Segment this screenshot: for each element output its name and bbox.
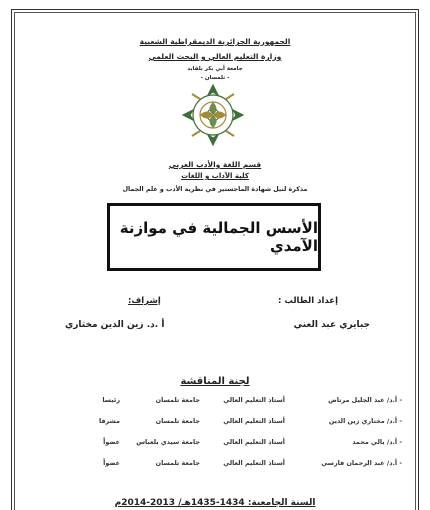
jury-row bbox=[0, 396, 430, 408]
jury-member-university: جامعة تلمسان bbox=[155, 417, 200, 425]
jury-member-role: عضواً bbox=[103, 459, 120, 467]
jury-member-role: رئيسا bbox=[102, 396, 120, 404]
university-name: جامعة أبي بكر بلقايد bbox=[187, 66, 243, 72]
jury-member-name: - أ.د/ عبد الرحمان فارسي bbox=[321, 459, 402, 467]
republic-heading: الجمهورية الجزائرية الديمقراطية الشعبية bbox=[139, 37, 291, 46]
faculty-name: كلية الآداب و اللغات bbox=[181, 172, 249, 180]
jury-member-role: مشرفا bbox=[98, 417, 120, 425]
jury-member-rank: أستاذ التعليم العالي bbox=[223, 438, 285, 446]
jury-member-name: - أ.د/ بالي محمد bbox=[352, 438, 402, 446]
ministry-heading: وزارة التعليم العالي و البحث العلمي bbox=[148, 52, 282, 61]
jury-row bbox=[0, 459, 430, 471]
jury-member-university: جامعة سيدي بلعباس bbox=[136, 438, 200, 446]
student-name: جبايري عبد الغني bbox=[293, 320, 370, 330]
jury-member-university: جامعة تلمسان bbox=[155, 396, 200, 404]
jury-member-university: جامعة تلمسان bbox=[155, 459, 200, 467]
jury-member-rank: أستاذ التعليم العالي bbox=[223, 396, 285, 404]
supervisor-name: أ .د. زين الدين مختاري bbox=[65, 320, 165, 330]
thesis-note: مذكرة لنيل شهادة الماجستير في نظرية الأدب و علم الجمال bbox=[122, 186, 308, 193]
department-name: قسم اللغة والأدب العربي bbox=[168, 160, 262, 169]
city-name: - تلمسان - bbox=[200, 75, 230, 81]
jury-member-name: - أ.د/ عبد الجليل مرتاض bbox=[328, 396, 402, 404]
jury-row bbox=[0, 417, 430, 429]
thesis-title-box bbox=[107, 203, 321, 271]
university-emblem-icon bbox=[180, 82, 246, 148]
jury-row bbox=[0, 438, 430, 450]
jury-member-role: عضواً bbox=[103, 438, 120, 446]
student-label: إعداد الطالب : bbox=[278, 296, 338, 306]
thesis-title: الأسس الجمالية في موازنة الآمدي bbox=[119, 219, 318, 255]
supervisor-label: إشراف: bbox=[128, 296, 161, 306]
jury-member-name: - أ.د/ مختاري زين الدين bbox=[328, 417, 402, 425]
jury-title: لجنة المناقشة bbox=[180, 376, 250, 387]
jury-member-rank: أستاذ التعليم العالي bbox=[223, 417, 285, 425]
academic-year: السنة الجامعية: 1434-1435هـ/ 2013-2014م bbox=[114, 498, 316, 508]
jury-member-rank: أستاذ التعليم العالي bbox=[223, 459, 285, 467]
